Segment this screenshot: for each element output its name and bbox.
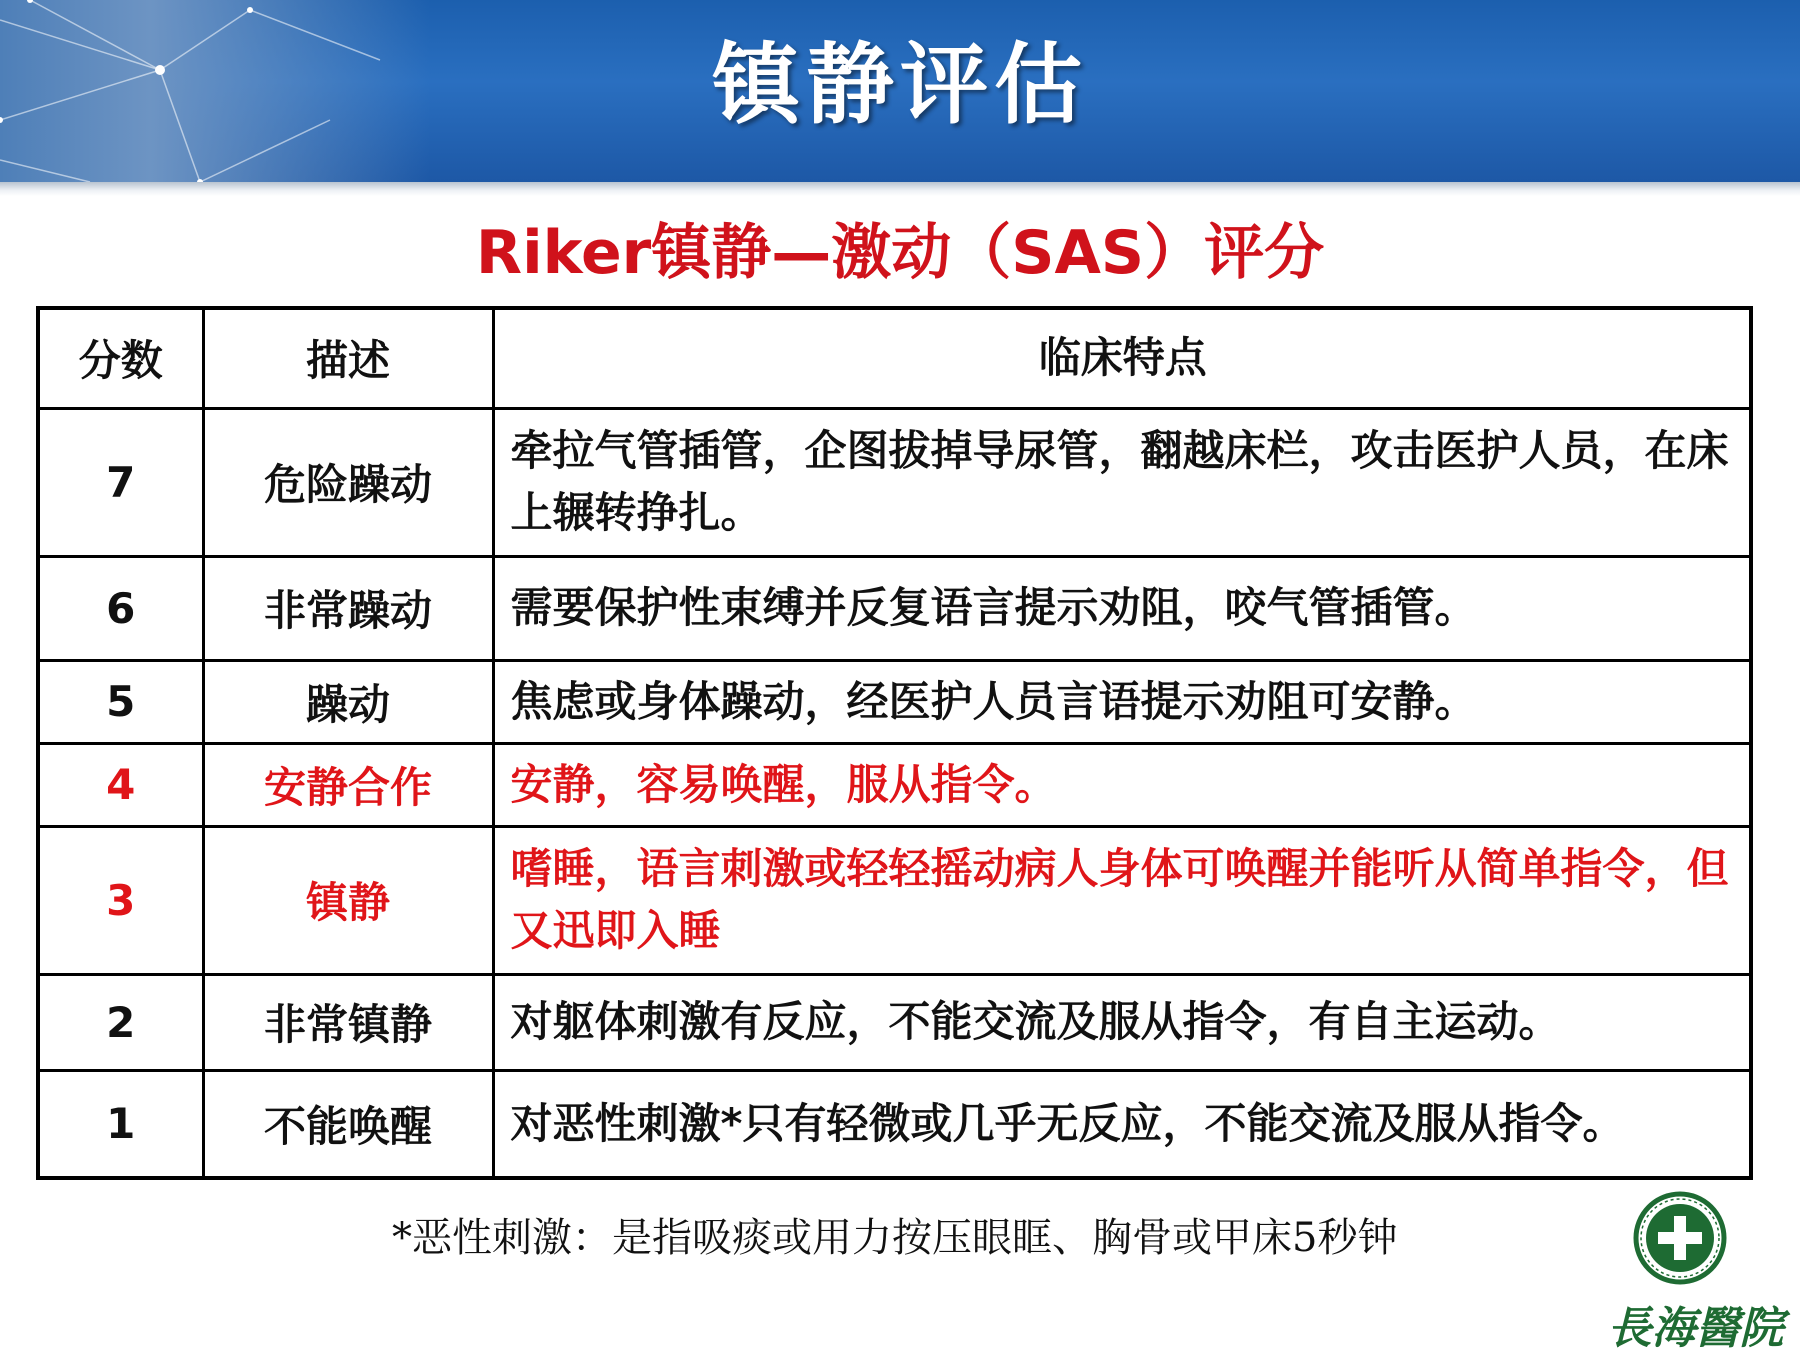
score-cell: 2 (38, 974, 203, 1070)
clinical-cell: 焦虑或身体躁动，经医护人员言语提示劝阻可安静。 (493, 660, 1751, 743)
table-row-highlighted (38, 743, 1751, 826)
header-clinical-features: 临床特点 (493, 308, 1751, 408)
clinical-cell: 对躯体刺激有反应，不能交流及服从指令，有自主运动。 (493, 974, 1751, 1070)
banner-divider (0, 182, 1800, 196)
score-cell: 1 (38, 1070, 203, 1178)
title-banner (0, 0, 1800, 182)
description-cell: 镇静 (203, 826, 493, 974)
table-row (38, 974, 1751, 1070)
table-row (38, 408, 1751, 556)
header-score: 分数 (38, 308, 203, 408)
clinical-cell: 嗜睡，语言刺激或轻轻摇动病人身体可唤醒并能听从简单指令，但又迅即入睡 (493, 826, 1751, 974)
clinical-cell: 牵拉气管插管，企图拔掉导尿管，翻越床栏，攻击医护人员，在床上辗转挣扎。 (493, 408, 1751, 556)
page-title: 镇静评估 (711, 33, 1088, 136)
score-cell: 7 (38, 408, 203, 556)
description-cell: 躁动 (203, 660, 493, 743)
hospital-name: 長海醫院 (1607, 1303, 1784, 1354)
table-header-row (38, 308, 1751, 408)
clinical-cell: 需要保护性束缚并反复语言提示劝阻，咬气管插管。 (493, 556, 1751, 660)
footnote: *恶性刺激：是指吸痰或用力按压眼眶、胸骨或甲床5秒钟 (392, 1215, 1398, 1261)
header-description: 描述 (203, 308, 493, 408)
description-cell: 非常镇静 (203, 974, 493, 1070)
sas-score-table (36, 306, 1753, 1180)
table-row (38, 1070, 1751, 1178)
table-row-highlighted (38, 826, 1751, 974)
clinical-cell: 安静，容易唤醒，服从指令。 (493, 743, 1751, 826)
table-row (38, 556, 1751, 660)
hospital-logo (1598, 1190, 1793, 1354)
description-cell: 非常躁动 (203, 556, 493, 660)
clinical-cell: 对恶性刺激*只有轻微或几乎无反应，不能交流及服从指令。 (493, 1070, 1751, 1178)
description-cell: 安静合作 (203, 743, 493, 826)
score-cell: 4 (38, 743, 203, 826)
score-cell: 6 (38, 556, 203, 660)
description-cell: 不能唤醒 (203, 1070, 493, 1178)
score-cell: 5 (38, 660, 203, 743)
table-row (38, 660, 1751, 743)
description-cell: 危险躁动 (203, 408, 493, 556)
score-cell: 3 (38, 826, 203, 974)
hospital-cross-emblem-icon (1598, 1190, 1793, 1290)
table-title: Riker镇静—激动（SAS）评分 (475, 218, 1325, 288)
